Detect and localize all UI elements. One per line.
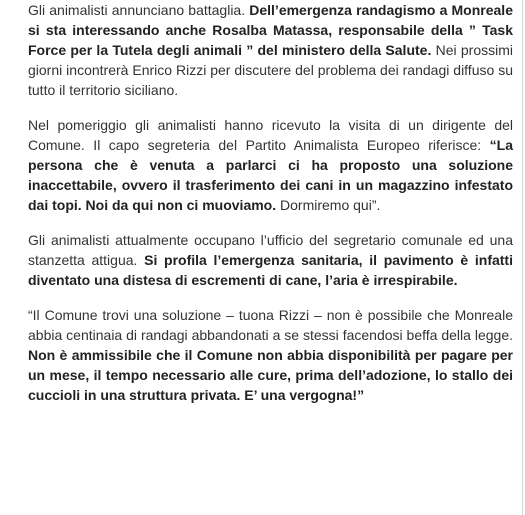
paragraph-2 <box>28 115 513 215</box>
paragraph-4-highlight: Non è ammissibile che il Comune non abbia disponibilità per pagare per un mese, il tempo necessario alle cure, prima dell’adozione, lo stallo dei cuccioli in una struttura privata. E’ una vergogna!” <box>28 347 513 403</box>
paragraph-3-intro: Gli animalisti attualmente occupano l’ufficio del segretario comunale ed una stanzetta attigua. <box>28 232 513 268</box>
paragraph-4-intro: “Il Comune trovi una soluzione – tuona Rizzi – non è possibile che Monreale abbia centinaia di randagi abbandonati a se stessi facendosi beffa della legge. <box>28 307 513 343</box>
paragraph-3-highlight: Si profila l’emergenza sanitaria, il pavimento è infatti diventato una distesa di escrementi di cane, l’aria è irrespirabile. <box>28 252 513 288</box>
article-body <box>28 0 513 420</box>
paragraph-2-intro: Nel pomeriggio gli animalisti hanno ricevuto la visita di un dirigente del Comune. Il capo segreteria del Partito Animalista Europeo riferisce: <box>28 117 513 153</box>
paragraph-2-outro: Dormiremo qui”. <box>276 197 381 213</box>
paragraph-1-outro: Nei prossimi giorni incontrerà Enrico Rizzi per discutere del problema dei randagi diffuso su tutto il territorio siciliano. <box>28 42 513 98</box>
content-right-border <box>522 0 523 515</box>
paragraph-3 <box>28 230 513 290</box>
paragraph-2-quote: “La persona che è venuta a parlarci ci ha proposto una soluzione inaccettabile, ovvero il trasferimento dei cani in un magazzino infestato dai topi. Noi da qui non ci muoviamo. <box>28 137 513 213</box>
paragraph-4 <box>28 305 513 405</box>
paragraph-1 <box>28 0 513 100</box>
paragraph-1-intro: Gli animalisti annunciano battaglia. <box>28 2 250 18</box>
paragraph-1-highlight: Dell’emergenza randagismo a Monreale si sta interessando anche Rosalba Matassa, responsabile della ” Task Force per la Tutela degli animali ” del ministero della Salute. <box>28 2 513 58</box>
